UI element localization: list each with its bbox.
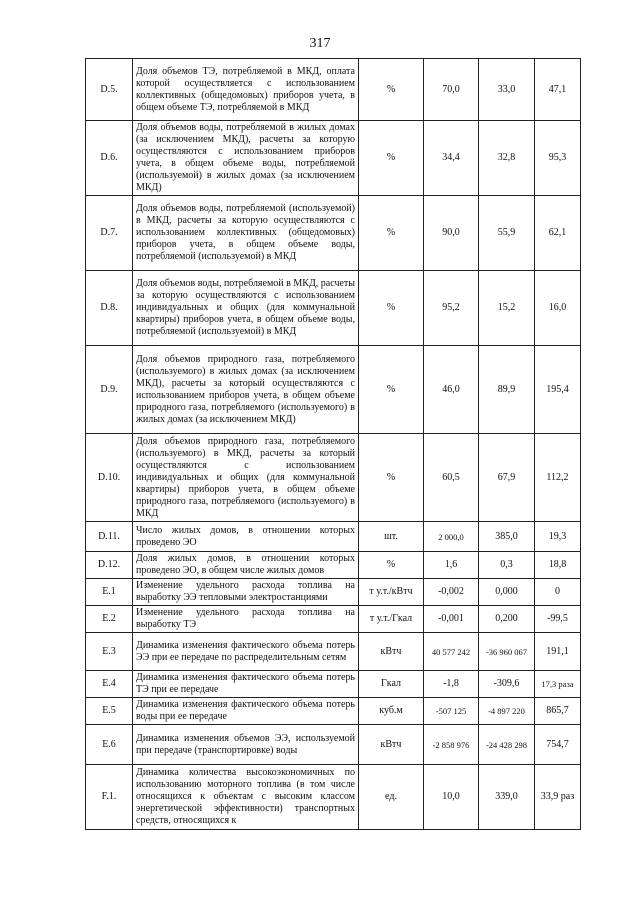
- row-value-percent: 195,4: [535, 346, 581, 434]
- row-value-plan: 95,2: [424, 271, 479, 346]
- row-unit: %: [359, 59, 424, 121]
- row-value-fact: -24 428 298: [479, 725, 535, 765]
- row-description: Доля объемов природного газа, потребляемого (используемого) в жилых домах (за исключением МКД), расчеты за который осуществляются с использованием приборов учета, в общем объеме природного газа, потребляемого (используемого) в жилых домах (за исключением МКД): [133, 346, 359, 434]
- row-unit: %: [359, 552, 424, 579]
- row-value-percent: 95,3: [535, 121, 581, 196]
- row-code: F.1.: [86, 765, 133, 830]
- row-value-plan: -507 125: [424, 698, 479, 725]
- row-value-plan: 90,0: [424, 196, 479, 271]
- table-row: [86, 725, 581, 765]
- row-value-fact: 89,9: [479, 346, 535, 434]
- row-value-fact: 15,2: [479, 271, 535, 346]
- row-value-fact: -36 960 067: [479, 633, 535, 671]
- row-unit: %: [359, 346, 424, 434]
- row-code: D.5.: [86, 59, 133, 121]
- row-value-fact: 339,0: [479, 765, 535, 830]
- row-unit: куб.м: [359, 698, 424, 725]
- table-row: [86, 698, 581, 725]
- row-value-fact: 55,9: [479, 196, 535, 271]
- row-unit: %: [359, 434, 424, 522]
- row-code: E.5: [86, 698, 133, 725]
- row-unit: %: [359, 271, 424, 346]
- row-value-percent: 33,9 раз: [535, 765, 581, 830]
- row-value-percent: 191,1: [535, 633, 581, 671]
- page-number: 317: [309, 36, 331, 51]
- row-value-fact: -309,6: [479, 671, 535, 698]
- row-value-plan: 2 000,0: [424, 522, 479, 552]
- row-unit: т у.т./кВтч: [359, 579, 424, 606]
- row-value-percent: 112,2: [535, 434, 581, 522]
- row-code: E.2: [86, 606, 133, 633]
- table-row: [86, 434, 581, 522]
- row-value-plan: 1,6: [424, 552, 479, 579]
- row-unit: ед.: [359, 765, 424, 830]
- row-value-plan: 60,5: [424, 434, 479, 522]
- row-code: D.6.: [86, 121, 133, 196]
- row-code: E.3: [86, 633, 133, 671]
- row-value-fact: 67,9: [479, 434, 535, 522]
- row-unit: Гкал: [359, 671, 424, 698]
- row-code: E.6: [86, 725, 133, 765]
- row-unit: т у.т./Гкал: [359, 606, 424, 633]
- row-description: Доля объемов воды, потребляемой в жилых домах (за исключением МКД), расчеты за которую осуществляются с использованием приборов учета, в общем объеме воды, потребляемой (используемой) в жилых домах (за исключением МКД): [133, 121, 359, 196]
- indicators-table: [85, 58, 581, 830]
- row-value-fact: 0,3: [479, 552, 535, 579]
- row-description: Доля объемов воды, потребляемой в МКД, расчеты за которую осуществляются с использованием индивидуальных и общих (для коммунальной квартиры) приборов учета, в общем объеме воды, потребляемой (используемой) в МКД: [133, 271, 359, 346]
- row-description: Динамика количества высокоэкономичных по использованию моторного топлива (в том числе относящихся к объектам с высоким классом энергетической эффективности) транспортных средств, относящихся к: [133, 765, 359, 830]
- table-row: [86, 552, 581, 579]
- row-value-percent: 47,1: [535, 59, 581, 121]
- table-row: [86, 271, 581, 346]
- row-value-plan: -0,002: [424, 579, 479, 606]
- row-value-percent: 62,1: [535, 196, 581, 271]
- row-description: Доля объемов природного газа, потребляемого (используемого) в МКД, расчеты за который осуществляются с использованием индивидуальных и общих (для коммунальной квартиры) приборов учета, в общем объеме природного газа, потребляемого (используемого) в МКД: [133, 434, 359, 522]
- row-value-percent: 0: [535, 579, 581, 606]
- row-value-plan: 34,4: [424, 121, 479, 196]
- row-unit: %: [359, 121, 424, 196]
- row-unit: %: [359, 196, 424, 271]
- row-value-percent: 18,8: [535, 552, 581, 579]
- row-value-plan: 70,0: [424, 59, 479, 121]
- row-unit: кВтч: [359, 725, 424, 765]
- row-value-plan: 46,0: [424, 346, 479, 434]
- table-row: [86, 196, 581, 271]
- row-value-plan: 10,0: [424, 765, 479, 830]
- row-description: Изменение удельного расхода топлива на выработку ЭЭ тепловыми электростанциями: [133, 579, 359, 606]
- row-code: D.11.: [86, 522, 133, 552]
- row-unit: шт.: [359, 522, 424, 552]
- row-code: D.8.: [86, 271, 133, 346]
- row-code: D.9.: [86, 346, 133, 434]
- table-row: [86, 346, 581, 434]
- row-value-percent: 865,7: [535, 698, 581, 725]
- row-value-percent: 17,3 раза: [535, 671, 581, 698]
- row-description: Доля объемов воды, потребляемой (используемой) в МКД, расчеты за которую осуществляются с использованием коллективных (общедомовых) приборов учета, в общем объеме воды, потребляемой (используемой) в МКД: [133, 196, 359, 271]
- row-description: Доля объемов ТЭ, потребляемой в МКД, оплата которой осуществляется с использованием коллективных (общедомовых) приборов учета, в общем объеме ТЭ, потребляемой в МКД: [133, 59, 359, 121]
- table-row: [86, 59, 581, 121]
- table-row: [86, 633, 581, 671]
- row-value-percent: 16,0: [535, 271, 581, 346]
- row-description: Динамика изменения объемов ЭЭ, используемой при передаче (транспортировке) воды: [133, 725, 359, 765]
- row-value-fact: -4 897 220: [479, 698, 535, 725]
- row-description: Число жилых домов, в отношении которых проведено ЭО: [133, 522, 359, 552]
- row-value-fact: 0,200: [479, 606, 535, 633]
- row-value-plan: 40 577 242: [424, 633, 479, 671]
- table-row: [86, 765, 581, 830]
- row-value-percent: 19,3: [535, 522, 581, 552]
- row-value-plan: -1,8: [424, 671, 479, 698]
- row-description: Динамика изменения фактического объема потерь ТЭ при ее передаче: [133, 671, 359, 698]
- row-value-fact: 32,8: [479, 121, 535, 196]
- row-code: D.7.: [86, 196, 133, 271]
- row-value-plan: -2 858 976: [424, 725, 479, 765]
- row-value-plan: -0,001: [424, 606, 479, 633]
- table-row: [86, 579, 581, 606]
- row-description: Динамика изменения фактического объема потерь ЭЭ при ее передаче по распределительным сетям: [133, 633, 359, 671]
- row-value-percent: 754,7: [535, 725, 581, 765]
- row-description: Доля жилых домов, в отношении которых проведено ЭО, в общем числе жилых домов: [133, 552, 359, 579]
- row-value-percent: -99,5: [535, 606, 581, 633]
- row-code: D.10.: [86, 434, 133, 522]
- table-row: [86, 606, 581, 633]
- row-value-fact: 33,0: [479, 59, 535, 121]
- row-description: Изменение удельного расхода топлива на выработку ТЭ: [133, 606, 359, 633]
- row-unit: кВтч: [359, 633, 424, 671]
- table-row: [86, 121, 581, 196]
- row-description: Динамика изменения фактического объема потерь воды при ее передаче: [133, 698, 359, 725]
- row-value-fact: 385,0: [479, 522, 535, 552]
- row-value-fact: 0,000: [479, 579, 535, 606]
- table-row: [86, 522, 581, 552]
- table-row: [86, 671, 581, 698]
- row-code: E.1: [86, 579, 133, 606]
- row-code: D.12.: [86, 552, 133, 579]
- row-code: E.4: [86, 671, 133, 698]
